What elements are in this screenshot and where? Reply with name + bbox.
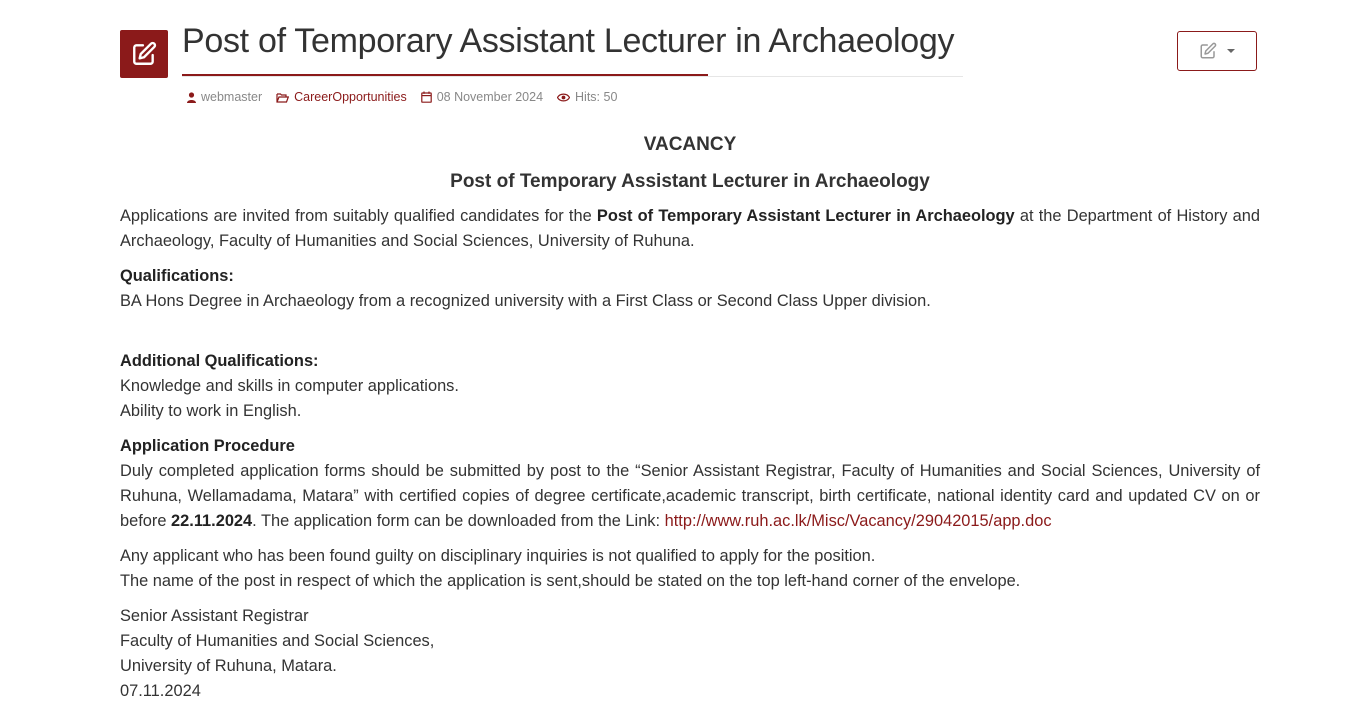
eye-icon (557, 93, 570, 102)
user-icon (187, 92, 196, 103)
page-title: Post of Temporary Assistant Lecturer in Archaeology (182, 22, 955, 60)
title-underline-accent (182, 74, 708, 76)
intro-post-name: Post of Temporary Assistant Lecturer in Archaeology (596, 207, 1015, 225)
procedure-deadline: 22.11.2024 (171, 512, 253, 530)
procedure-link-prefix: . The application form can be downloaded from the Link: (252, 512, 665, 530)
procedure-section (120, 434, 1260, 534)
edit-icon (1199, 42, 1217, 60)
signature-line: Senior Assistant Registrar (120, 607, 309, 625)
additional-qualifications-section (120, 349, 1260, 424)
qualifications-text: BA Hons Degree in Archaeology from a recognized university with a First Class or Second Class Upper division. (120, 292, 931, 310)
spacer (120, 324, 1260, 349)
article-meta (187, 90, 631, 104)
signature-line: Faculty of Humanities and Social Sciences, (120, 632, 435, 650)
signature-line: University of Ruhuna, Matara. (120, 657, 337, 675)
procedure-label: Application Procedure (120, 437, 295, 455)
hits-count: Hits: 50 (575, 90, 618, 104)
signature-date: 07.11.2024 (120, 682, 201, 700)
meta-author (187, 90, 262, 104)
edit-icon (131, 41, 157, 67)
additional-qualifications-label: Additional Qualifications: (120, 352, 319, 370)
meta-category (276, 90, 407, 104)
article-edit-badge (120, 30, 168, 78)
qualifications-section (120, 264, 1260, 314)
category-link[interactable]: CareerOpportunities (294, 90, 407, 104)
signature-block (120, 604, 1260, 704)
post-subheading: Post of Temporary Assistant Lecturer in Archaeology (450, 171, 930, 192)
author-name: webmaster (201, 90, 263, 104)
procedure-text: Duly completed application forms should be submitted by post to the “Senior Assistant Registrar, Faculty of Humanities and Social Sciences, University of Ruhuna, Wellamadama, Matara” with certified copies of degree certificate,academic transcript, birth certificate, national identity card and updated CV on or before (120, 462, 1260, 530)
list-item: Ability to work in English. (120, 402, 302, 420)
note-text: Any applicant who has been found guilty on disciplinary inquiries is not qualified to apply for the position. (120, 547, 876, 565)
qualifications-label: Qualifications: (120, 267, 234, 285)
calendar-icon (421, 91, 432, 103)
vacancy-heading: VACANCY (643, 134, 737, 155)
meta-date (421, 90, 543, 104)
application-form-link[interactable]: http://www.ruh.ac.lk/Misc/Vacancy/29042015/app.doc (664, 512, 1052, 530)
publish-date: 08 November 2024 (436, 90, 544, 104)
article-body (120, 132, 1260, 714)
intro-prefix: Applications are invited from suitably qualified candidates for the (120, 207, 597, 225)
caret-down-icon (1227, 49, 1235, 53)
note-text: The name of the post in respect of which the application is sent,should be stated on the top left-hand corner of the envelope. (120, 572, 1021, 590)
intro-suffix: at the Department of History and Archaeology, Faculty of Humanities and Social Sciences, University of Ruhuna. (120, 207, 1260, 250)
title-divider (182, 76, 963, 77)
intro-paragraph (120, 204, 1260, 254)
article-tools-dropdown[interactable] (1177, 31, 1257, 71)
list-item: Knowledge and skills in computer applications. (120, 377, 459, 395)
notes-section (120, 544, 1260, 594)
folder-open-icon (276, 92, 289, 103)
meta-hits (557, 90, 617, 104)
